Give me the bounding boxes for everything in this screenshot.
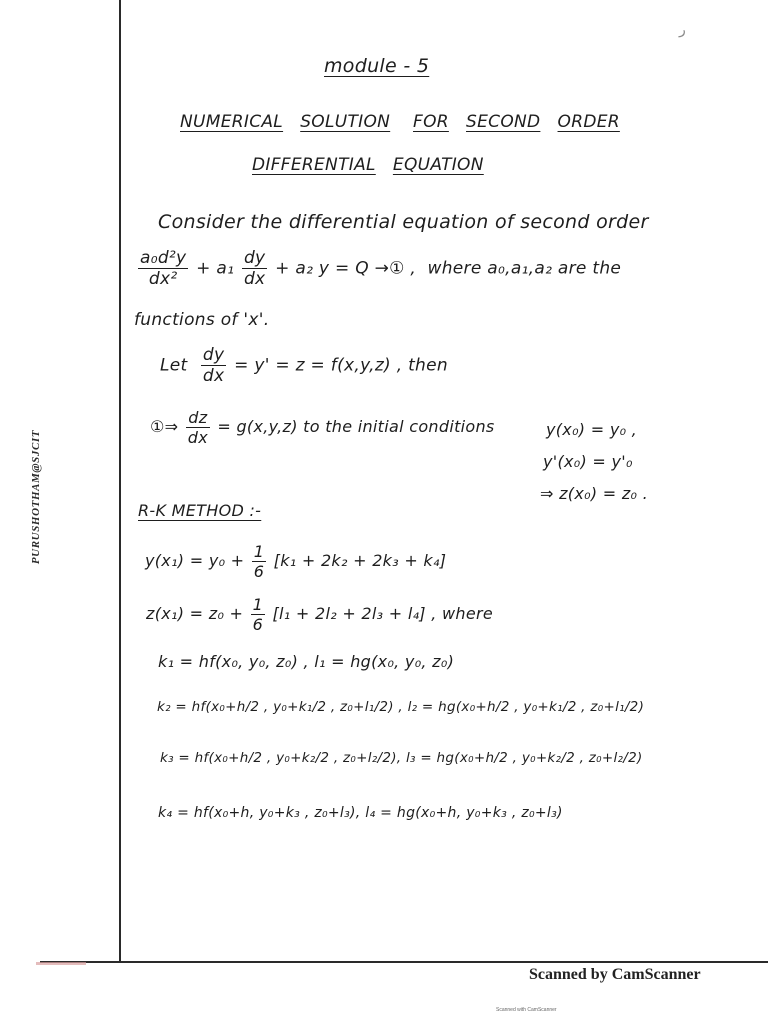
fraction: $\frac{1}{6}$ bbox=[253, 542, 265, 581]
corner-mark: ر bbox=[679, 22, 686, 38]
initial-condition-1: y(x₀) = y₀ , bbox=[546, 420, 638, 439]
k1-l1-formula: k₁ = hf(x₀, y₀, z₀) , l₁ = hg(x₀, y₀, z₀) bbox=[158, 652, 455, 671]
k4-l4-formula: k₄ = hf(x₀+h, y₀+k₃ , z₀+l₃), l₄ = hg(x₀+h, y₀+k₃ , z₀+l₃) bbox=[158, 805, 563, 821]
y-formula: y(x₁) = y₀ + $\frac{1}{6}$ [k₁ + 2k₂ + 2k₃ + k₄] bbox=[145, 542, 447, 581]
title-word: DIFFERENTIAL bbox=[252, 155, 376, 175]
title-word: SECOND bbox=[466, 112, 541, 132]
title-line-1 bbox=[180, 112, 620, 132]
margin-rule bbox=[119, 0, 121, 962]
title-line-2 bbox=[252, 155, 484, 175]
let-line: Let $\frac{dy}{dx}$ = y' = z = f(x,y,z) , then bbox=[160, 345, 448, 386]
k2-l2-formula: k₂ = hf(x₀+h/2 , y₀+k₁/2 , z₀+l₁/2) , l₂ = hg(x₀+h/2 , y₀+k₁/2 , z₀+l₁/2) bbox=[157, 699, 645, 715]
intro-text: Consider the differential equation of second order bbox=[158, 211, 649, 233]
fraction: $\frac{dy}{dx}$ bbox=[243, 248, 266, 289]
title-word: EQUATION bbox=[392, 155, 484, 175]
k3-l3-formula: k₃ = hf(x₀+h/2 , y₀+k₂/2 , z₀+l₂/2), l₃ = hg(x₀+h/2 , y₀+k₂/2 , z₀+l₂/2) bbox=[160, 750, 643, 766]
rk-method-heading: R-K METHOD :- bbox=[138, 501, 262, 520]
title-word: ORDER bbox=[557, 112, 620, 132]
module-heading: module - 5 bbox=[324, 55, 430, 77]
fraction: $\frac{dy}{dx}$ bbox=[202, 345, 225, 386]
title-word: FOR bbox=[413, 112, 449, 132]
fraction: $\frac{1}{6}$ bbox=[252, 595, 264, 634]
equation-1: $\frac{\text{a₀d²y}}{\text{dx²}}$ + a₁ $\frac{dy}{dx}$ + a₂ y = Q →① , where a₀,a₁,a₂ are the bbox=[140, 248, 622, 289]
bottom-rule bbox=[40, 961, 768, 963]
fraction: $\frac{\text{a₀d²y}}{\text{dx²}}$ bbox=[140, 248, 187, 289]
scanner-watermark-small: Scanned with CamScanner bbox=[496, 1007, 557, 1013]
bottom-rule-mark bbox=[36, 962, 86, 965]
scanner-watermark: Scanned by CamScanner bbox=[529, 966, 701, 983]
z-formula: z(x₁) = z₀ + $\frac{1}{6}$ [l₁ + 2l₂ + 2l₃ + l₄] , where bbox=[146, 595, 493, 634]
equation-2: ①⇒ $\frac{dz}{dx}$ = g(x,y,z) to the initial conditions bbox=[150, 408, 495, 447]
functions-text: functions of 'x'. bbox=[134, 310, 270, 330]
initial-condition-2: y'(x₀) = y'₀ bbox=[543, 452, 633, 471]
title-word: SOLUTION bbox=[300, 112, 391, 132]
fraction: $\frac{dz}{dx}$ bbox=[187, 408, 208, 447]
side-label: PURUSHOTHAM@SJCIT bbox=[30, 429, 42, 565]
title-word: NUMERICAL bbox=[180, 112, 284, 132]
initial-condition-3: ⇒ z(x₀) = z₀ . bbox=[540, 484, 649, 503]
